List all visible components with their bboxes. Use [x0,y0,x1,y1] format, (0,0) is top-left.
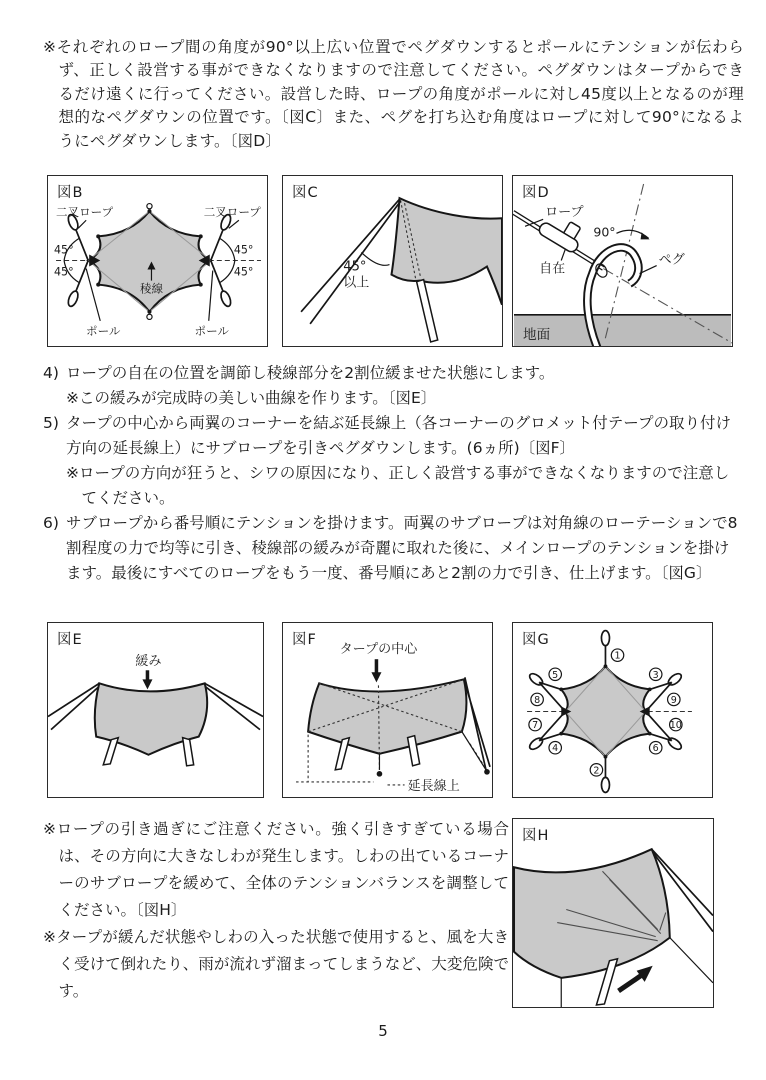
figure-f [282,622,493,798]
angle-label: 45° [343,259,367,275]
angle-label: 以上 [343,275,370,291]
step-note: ※この緩みが完成時の美しい曲線を作ります。〔図E〕 [66,389,437,407]
tarp-side-icon [391,198,502,305]
rope-label: ロープ [545,205,584,221]
step-text: タープの中心から両翼のコーナーを結ぶ延長線上（各コーナーのグロメット付テープの取り付け方向の延長線上）にサブロープを引きペグダウンします。(6ヵ所)〔図F〕 [66,414,731,457]
figure-e-drawing [48,623,263,797]
ground-label: 地面 [523,326,551,343]
pull-arrow-icon [619,966,653,991]
slack-label: 緩み [135,654,162,670]
peg-point-icon [377,771,383,777]
order-3: 3 [652,669,659,681]
order-6: 6 [652,743,659,755]
figure-c [282,175,503,347]
angle-label: 45° [233,243,254,257]
pole-icon [103,738,118,765]
peg-label: ペグ [658,252,685,268]
figure-f-drawing [283,623,492,797]
top-note-text: ※それぞれのロープ間の角度が90°以上広い位置でペグダウンするとポールにテンションが伝わらず、正しく設営する事ができなくなりますので注意してください。ペグダウンはタープからできるだけ遠くに行ってください。設営した時、ロープの角度がポールに対し45度以上となるのが理想的なペグダウンの位置です。〔図C〕また、ペグを打ち込む角度はロープに対して90°になるようにペグダウンします。〔図D〕 [43,38,744,150]
step-number: 4) [43,364,59,382]
center-arrow-icon [371,659,381,682]
order-8: 8 [534,694,541,706]
tarp-side-icon [308,679,466,753]
angle-label: 45° [54,265,74,279]
figure-h [512,818,714,1008]
pole-icon [417,280,438,342]
step-text: サブロープから番号順にテンションを掛けます。両翼のサブロープは対角線のローテーションで8割程度の力で均等に引き、稜線部の緩みが奇麗に取れた後に、メインロープのテンションを掛けます。最後にすべてのロープをもう一度、番号順にあと2割の力で引き、仕上げます。〔図G〕 [66,514,738,582]
figure-g [512,622,713,798]
order-7: 7 [532,720,539,732]
step-number: 6) [43,514,59,532]
tarp-topview-icon [561,666,649,757]
step-4 [43,361,744,411]
slack-arrow-icon [142,670,152,689]
order-4: 4 [552,743,559,755]
adjuster-label: 自在 [539,261,566,277]
angle-label: 90° [593,224,616,240]
step-5 [43,411,744,511]
figure-b-label: 図B [57,185,84,201]
order-1: 1 [614,650,621,662]
extension-label: 延長線上 [407,778,460,794]
pole-icon [183,738,194,766]
fork-rope-label: 二叉ロープ [56,205,114,220]
step-number: 5) [43,414,59,432]
figure-h-label: 図H [522,828,550,844]
figure-b [47,175,268,347]
angle-label: 45° [54,243,74,257]
fork-rope-label: 二叉ロープ [203,205,261,220]
ridge-label: 稜線 [139,281,164,296]
figure-c-label: 図C [292,185,319,201]
order-9: 9 [670,694,677,706]
figure-d [512,175,733,347]
pole-label: ポール [194,323,229,338]
step-note: ※ロープの方向が狂うと、シワの原因になり、正しく設営する事ができなくなりますので注意してください。 [66,464,730,507]
order-5: 5 [552,669,559,681]
order-10: 10 [669,720,682,732]
steps-block [43,361,744,586]
pole-label: ポール [86,323,121,338]
figure-f-label: 図F [292,632,317,648]
top-note-block [43,36,744,153]
figure-g-label: 図G [522,632,550,648]
step-text: ロープの自在の位置を調節し稜線部分を2割位緩ませた状態にします。 [66,364,555,382]
bottom-note-1: ※ロープの引き過ぎにご注意ください。強く引きすぎている場合は、その方向に大きなしわが発生します。しわの出ているコーナーのサブロープを緩めて、全体のテンションバランスを調整してください。〔図H〕 [43,820,509,919]
figure-d-label: 図D [522,185,550,201]
tarp-center-label: タープの中心 [339,642,418,658]
figure-g-drawing [513,623,712,797]
peg-point-icon [484,769,490,775]
order-2: 2 [593,765,600,777]
bottom-note-2: ※タープが緩んだ状態やしわの入った状態で使用すると、風を大きく受けて倒れたり、雨が流れず溜まってしまうなど、大変危険です。 [43,928,509,1000]
pole-icon [335,738,349,770]
step-6 [43,511,744,586]
angle-label: 45° [233,265,254,279]
bottom-notes-block [43,816,509,1005]
figure-e-label: 図E [57,632,83,648]
tarp-perspective-icon [514,849,670,978]
figure-h-drawing [513,819,713,1007]
page-number: 5 [378,1022,388,1040]
figure-e [47,622,264,798]
